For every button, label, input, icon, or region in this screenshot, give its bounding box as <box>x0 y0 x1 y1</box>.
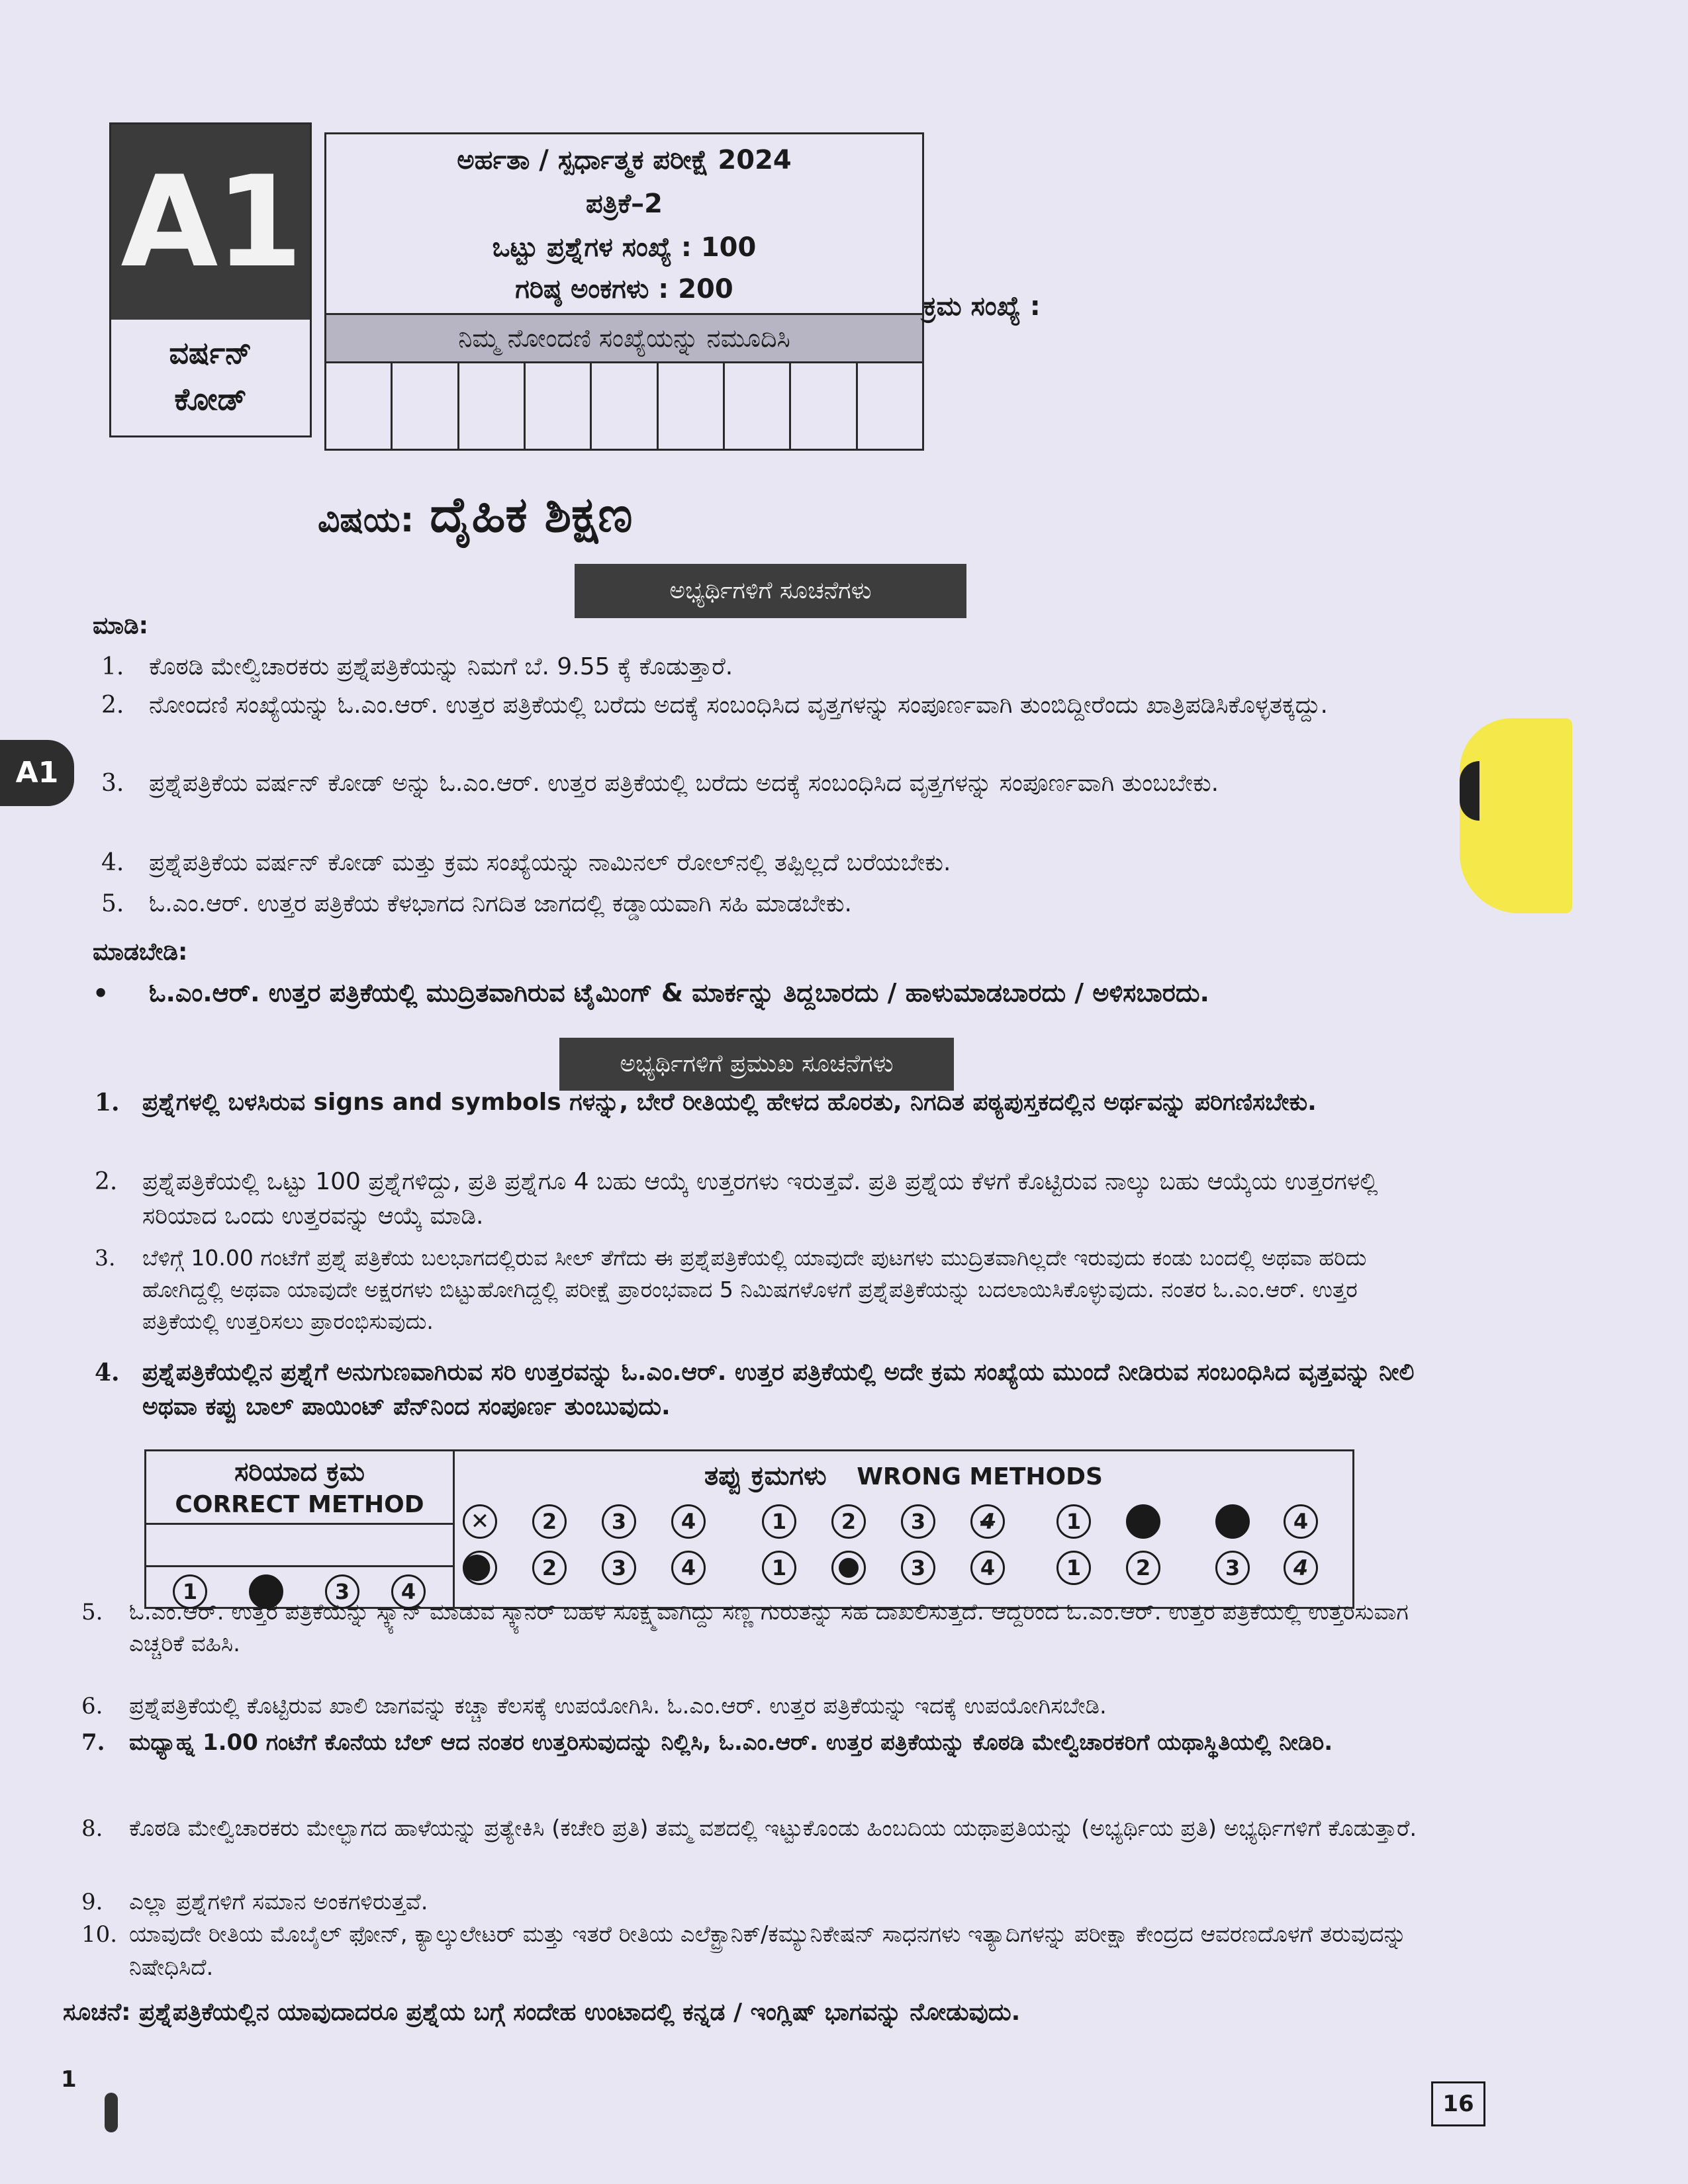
item-number: 2. <box>101 692 124 719</box>
item-number: 4. <box>101 849 124 876</box>
answer-bubble: 3 <box>602 1504 636 1539</box>
item-number: 2. <box>95 1168 118 1195</box>
version-label-line2: ಕೋಡ್ <box>174 381 247 417</box>
main-item: 7. ಮಧ್ಯಾಹ್ನ 1.00 ಗಂಟೆಗೆ ಕೊನೆಯ ಬೆಲ್ ಆದ ನಂತರ ಉತ್ತರಿಸುವುದನ್ನು ನಿಲ್ಲಿಸಿ, ಓ.ಎಂ.ಆರ್. ಉತ್ತರ ಪತ್ರಿಕೆಯನ್ನು ಕೊಠಡಿ ಮೇಲ್ವಿಚಾರಕರಿಗೆ ಯಥಾಸ್ಥಿತಿಯಲ್ಲಿ ನೀಡಿರಿ. <box>129 1726 1440 1759</box>
do-item: 4. ಪ್ರಶ್ನೆಪತ್ರಿಕೆಯ ವರ್ಷನ್ ಕೋಡ್ ಮತ್ತು ಕ್ರಮ ಸಂಖ್ಯೆಯನ್ನು ನಾಮಿನಲ್ ರೋಲ್‌ನಲ್ಲಿ ತಪ್ಪಿಲ್ಲದೆ ಬರೆಯಬೇಕು. <box>149 846 1446 880</box>
do-item: 3. ಪ್ರಶ್ನೆಪತ್ರಿಕೆಯ ವರ್ಷನ್ ಕೋಡ್ ಅನ್ನು ಓ.ಎಂ.ಆರ್. ಉತ್ತರ ಪತ್ರಿಕೆಯಲ್ಲಿ ಬರೆದು ಅದಕ್ಕೆ ಸಂಬಂಧಿಸಿದ ವೃತ್ತಗಳನ್ನು ಸಂಪೂರ್ಣವಾಗಿ ತುಂಬಬೇಕು. <box>149 766 1446 801</box>
exam-info-box <box>324 132 924 451</box>
item-number: 8. <box>81 1815 103 1842</box>
item-number: 9. <box>81 1889 103 1915</box>
answer-bubble: 3 <box>901 1504 935 1539</box>
version-code-box <box>109 122 312 437</box>
answer-bubble: 4 <box>391 1574 426 1609</box>
filled-bubble <box>1126 1504 1160 1539</box>
item-number: 5. <box>81 1599 103 1625</box>
bullet-icon: • <box>93 978 109 1008</box>
answer-bubble: 1 <box>1056 1504 1091 1539</box>
paper-number: ಪತ್ರಿಕೆ–2 <box>586 189 663 219</box>
correct-method-en: CORRECT METHOD <box>175 1491 424 1518</box>
register-number-prompt: ನಿಮ್ಮ ನೋಂದಣಿ ಸಂಖ್ಯೆಯನ್ನು ನಮೂದಿಸಿ <box>326 313 922 363</box>
main-item: 8. ಕೊಠಡಿ ಮೇಲ್ವಿಚಾರಕರು ಮೇಲ್ಭಾಗದ ಹಾಳೆಯನ್ನು ಪ್ರತ್ಯೇಕಿಸಿ (ಕಚೇರಿ ಪ್ರತಿ) ತಮ್ಮ ವಶದಲ್ಲಿ ಇಟ್ಟುಕೊಂಡು ಹಿಂಬದಿಯ ಯಥಾಪ್ರತಿಯನ್ನು (ಅಭ್ಯರ್ಥಿಯ ಪ್ರತಿ) ಅಭ್ಯರ್ಥಿಗಳಿಗೆ ಕೊಡುತ್ತಾರೆ. <box>129 1812 1440 1845</box>
answer-bubble: 2 <box>532 1504 567 1539</box>
answer-bubble: 1 <box>1056 1551 1091 1585</box>
note-line: ಸೂಚನೆ: ಪ್ರಶ್ನೆಪತ್ರಿಕೆಯಲ್ಲಿನ ಯಾವುದಾದರೂ ಪ್ರಶ್ನೆಯ ಬಗ್ಗೆ ಸಂದೇಹ ಉಂಟಾದಲ್ಲಿ ಕನ್ನಡ / ಇಂಗ್ಲಿಷ್ ಭಾಗವನ್ನು ನೋಡುವುದು. <box>63 1999 1021 2026</box>
answer-bubble: 2 <box>831 1504 866 1539</box>
answer-bubble: 4 <box>671 1504 706 1539</box>
answer-bubble: 3 <box>602 1551 636 1585</box>
dont-item: • ಓ.ಎಂ.ಆರ್. ಉತ್ತರ ಪತ್ರಿಕೆಯಲ್ಲಿ ಮುದ್ರಿತವಾಗಿರುವ ಟೈಮಿಂಗ್ & ಮಾರ್ಕನ್ನು ತಿದ್ದಬಾರದು / ಹಾಳುಮಾಡಬಾರದು / ಅಳಿಸಬಾರದು. <box>93 978 1209 1008</box>
dot-marked-bubble <box>831 1551 866 1585</box>
answer-bubble: 2 <box>532 1551 567 1585</box>
answer-bubble: 3 <box>1215 1551 1250 1585</box>
version-code: A1 <box>111 124 310 320</box>
answer-bubble: 1 <box>762 1551 796 1585</box>
item-number: 3. <box>101 770 124 797</box>
main-item: 2. ಪ್ರಶ್ನೆಪತ್ರಿಕೆಯಲ್ಲಿ ಒಟ್ಟು 100 ಪ್ರಶ್ನೆಗಳಿದ್ದು, ಪ್ರತಿ ಪ್ರಶ್ನೆಗೂ 4 ಬಹು ಆಯ್ಕೆ ಉತ್ತರಗಳು ಇರುತ್ತವೆ. ಪ್ರತಿ ಪ್ರಶ್ನೆಯ ಕೆಳಗೆ ಕೊಟ್ಟಿರುವ ನಾಲ್ಕು ಬಹು ಆಯ್ಕೆಯ ಉತ್ತರಗಳಲ್ಲಿ ಸರಿಯಾದ ಒಂದು ಉತ್ತರವನ್ನು ಆಯ್ಕೆ ಮಾಡಿ. <box>142 1165 1440 1234</box>
item-number: 4. <box>95 1359 120 1387</box>
answer-bubble: 2 <box>1126 1551 1160 1585</box>
tick-marked-bubble: 4 <box>1284 1551 1318 1585</box>
register-digit-cell[interactable] <box>791 361 857 449</box>
main-item: 6. ಪ್ರಶ್ನೆಪತ್ರಿಕೆಯಲ್ಲಿ ಕೊಟ್ಟಿರುವ ಖಾಲಿ ಜಾಗವನ್ನು ಕಚ್ಚಾ ಕೆಲಸಕ್ಕೆ ಉಪಯೋಗಿಸಿ. ಓ.ಎಂ.ಆರ್. ಉತ್ತರ ಪತ್ರಿಕೆಯನ್ನು ಇದಕ್ಕೆ ಉಪಯೋಗಿಸಬೇಡಿ. <box>129 1689 1440 1723</box>
table-divider <box>146 1565 453 1567</box>
do-item: 5. ಓ.ಎಂ.ಆರ್. ಉತ್ತರ ಪತ್ರಿಕೆಯ ಕೆಳಭಾಗದ ನಿಗದಿತ ಜಾಗದಲ್ಲಿ ಕಡ್ಡಾಯವಾಗಿ ಸಹಿ ಮಾಡಬೇಕು. <box>149 887 1446 921</box>
register-digit-cell[interactable] <box>459 361 526 449</box>
item-number: 10. <box>81 1921 118 1948</box>
instructions-banner: ಅಭ್ಯರ್ಥಿಗಳಿಗೆ ಸೂಚನೆಗಳು <box>575 564 966 618</box>
scan-mark <box>105 2093 118 2132</box>
page-number: 1 <box>61 2066 77 2093</box>
main-item: 4. ಪ್ರಶ್ನೆಪತ್ರಿಕೆಯಲ್ಲಿನ ಪ್ರಶ್ನೆಗೆ ಅನುಗುಣವಾಗಿರುವ ಸರಿ ಉತ್ತರವನ್ನು ಓ.ಎಂ.ಆರ್. ಉತ್ತರ ಪತ್ರಿಕೆಯಲ್ಲಿ ಅದೇ ಕ್ರಮ ಸಂಖ್ಯೆಯ ಮುಂದೆ ನೀಡಿರುವ ಸಂಬಂಧಿಸಿದ ವೃತ್ತವನ್ನು ನೀಲಿ ಅಥವಾ ಕಪ್ಪು ಬಾಲ್ ಪಾಯಿಂಟ್ ಪೆನ್‌ನಿಂದ ಸಂಪೂರ್ಣ ತುಂಬುವುದು. <box>142 1355 1440 1424</box>
main-item: 10. ಯಾವುದೇ ರೀತಿಯ ಮೊಬೈಲ್ ಫೋನ್, ಕ್ಯಾಲ್ಕುಲೇಟರ್ ಮತ್ತು ಇತರೆ ರೀತಿಯ ಎಲೆಕ್ಟ್ರಾನಿಕ್/ಕಮ್ಯುನಿಕೇಷನ್ ಸಾಧನಗಳು ಇತ್ಯಾದಿಗಳನ್ನು ಪರೀಕ್ಷಾ ಕೇಂದ್ರದ ಆವರಣದೊಳಗೆ ತರುವುದನ್ನು ನಿಷೇಧಿಸಿದೆ. <box>129 1918 1440 1984</box>
item-number: 1. <box>95 1089 120 1116</box>
main-item: 9. ಎಲ್ಲಾ ಪ್ರಶ್ನೆಗಳಿಗೆ ಸಮಾನ ಅಂಕಗಳಿರುತ್ತವೆ. <box>129 1885 1440 1919</box>
exam-title: ಅರ್ಹತಾ / ಸ್ಪರ್ಧಾತ್ಮಕ ಪರೀಕ್ಷೆ 2024 <box>457 145 792 175</box>
main-instructions-banner: ಅಭ್ಯರ್ಥಿಗಳಿಗೆ ಪ್ರಮುಖ ಸೂಚನೆಗಳು <box>559 1038 954 1091</box>
version-label-line1: ವರ್ಷನ್ <box>169 335 252 371</box>
answer-bubble: 4 <box>970 1551 1005 1585</box>
subject-name: ದೈಹಿಕ ಶಿಕ್ಷಣ <box>430 486 633 543</box>
method-table <box>144 1449 1354 1609</box>
main-item: 5. ಓ.ಎಂ.ಆರ್. ಉತ್ತರ ಪತ್ರಿಕೆಯನ್ನು ಸ್ಕ್ಯಾನ್ ಮಾಡುವ ಸ್ಕ್ಯಾನರ್ ಬಹಳ ಸೂಕ್ಷ್ಮವಾಗಿದ್ದು ಸಣ್ಣ ಗುರುತನ್ನು ಸಹ ದಾಖಲಿಸುತ್ತದೆ. ಆದ್ದರಿಂದ ಓ.ಎಂ.ಆರ್. ಉತ್ತರ ಪತ್ರಿಕೆಯಲ್ಲಿ ಉತ್ತರಿಸುವಾಗ ಎಚ್ಚರಿಕೆ ವಹಿಸಿ. <box>129 1596 1440 1660</box>
correct-method-kn: ಸರಿಯಾದ ಕ್ರಮ <box>234 1457 365 1487</box>
answer-bubble: 1 <box>173 1574 207 1609</box>
do-heading: ಮಾಡಿ: <box>93 612 149 639</box>
register-digit-cell[interactable] <box>393 361 459 449</box>
main-item: 1. ಪ್ರಶ್ನೆಗಳಲ್ಲಿ ಬಳಸಿರುವ signs and symbols ಗಳನ್ನು, ಬೇರೆ ರೀತಿಯಲ್ಲಿ ಹೇಳದ ಹೊರತು, ನಿಗದಿತ ಪಠ್ಯಪುಸ್ತಕದಲ್ಲಿನ ಅರ್ಥವನ್ನು ಪರಿಗಣಿಸಬೇಕು. <box>142 1085 1440 1120</box>
do-item: 2. ನೋಂದಣಿ ಸಂಖ್ಯೆಯನ್ನು ಓ.ಎಂ.ಆರ್. ಉತ್ತರ ಪತ್ರಿಕೆಯಲ್ಲಿ ಬರೆದು ಅದಕ್ಕೆ ಸಂಬಂಧಿಸಿದ ವೃತ್ತಗಳನ್ನು ಸಂಪೂರ್ಣವಾಗಿ ತುಂಬಿದ್ದೀರೆಂದು ಖಾತ್ರಿಪಡಿಸಿಕೊಳ್ಳತಕ್ಕದ್ದು. <box>149 688 1446 723</box>
wrong-methods-header <box>455 1461 1352 1491</box>
table-divider <box>146 1523 453 1525</box>
register-digit-cell[interactable] <box>659 361 725 449</box>
register-number-cells[interactable] <box>326 361 922 449</box>
subject-line <box>318 486 633 544</box>
do-item: 1. ಕೊಠಡಿ ಮೇಲ್ವಿಚಾರಕರು ಪ್ರಶ್ನೆಪತ್ರಿಕೆಯನ್ನು ನಿಮಗೆ ಬೆ. 9.55 ಕ್ಕೆ ಕೊಡುತ್ತಾರೆ. <box>149 650 1446 684</box>
answer-bubble: 4 <box>671 1551 706 1585</box>
max-marks: ಗರಿಷ್ಠ ಅಂಕಗಳು : 200 <box>515 274 733 304</box>
register-digit-cell[interactable] <box>326 361 393 449</box>
main-item: 3. ಬೆಳಿಗ್ಗೆ 10.00 ಗಂಟೆಗೆ ಪ್ರಶ್ನೆ ಪತ್ರಿಕೆಯ ಬಲಭಾಗದಲ್ಲಿರುವ ಸೀಲ್ ತೆಗೆದು ಈ ಪ್ರಶ್ನೆಪತ್ರಿಕೆಯಲ್ಲಿ ಯಾವುದೇ ಪುಟಗಳು ಮುದ್ರಿತವಾಗಿಲ್ಲದೇ ಇರುವುದು ಕಂಡು ಬಂದಲ್ಲಿ ಅಥವಾ ಹರಿದು ಹೋಗಿದ್ದಲ್ಲಿ ಅಥವಾ ಯಾವುದೇ ಅಕ್ಷರಗಳು ಬಿಟ್ಟುಹೋಗಿದ್ದಲ್ಲಿ ಪರೀಕ್ಷೆ ಪ್ರಾರಂಭವಾದ 5 ನಿಮಿಷಗಳೊಳಗೆ ಪ್ರಶ್ನೆಪತ್ರಿಕೆಯನ್ನು ಬದಲಾಯಿಸಿಕೊಳ್ಳುವುದು. ನಂತರ ಓ.ಎಂ.ಆರ್. ಉತ್ತರ ಪತ್ರಿಕೆಯಲ್ಲಿ ಉತ್ತರಿಸಲು ಪ್ರಾರಂಭಿಸುವುದು. <box>142 1242 1440 1338</box>
item-number: 1. <box>101 653 124 680</box>
answer-bubble: 3 <box>901 1551 935 1585</box>
register-digit-cell[interactable] <box>526 361 592 449</box>
filled-bubble <box>1215 1504 1250 1539</box>
crossed-bubble: ✕ <box>463 1504 497 1539</box>
page-box-number: 16 <box>1431 2081 1485 2126</box>
partially-filled-bubble <box>463 1551 497 1585</box>
register-digit-cell[interactable] <box>858 361 922 449</box>
exam-info-lines <box>326 138 922 309</box>
subject-label: ವಿಷಯ: <box>318 500 414 540</box>
seal-sticker-edge <box>1460 761 1479 821</box>
item-number: 6. <box>81 1693 103 1719</box>
answer-bubble: 3 <box>325 1574 359 1609</box>
item-number: 3. <box>95 1245 116 1271</box>
version-code-label <box>111 330 310 422</box>
serial-number-label: ಕ್ರಮ ಸಂಖ್ಯೆ : <box>923 291 1041 322</box>
answer-bubble: 1 <box>762 1504 796 1539</box>
item-number: 7. <box>81 1729 105 1756</box>
dont-heading: ಮಾಡಬೇಡಿ: <box>93 938 188 966</box>
wrong-methods-en: WRONG METHODS <box>857 1463 1103 1490</box>
answer-bubble: 4 <box>1284 1504 1318 1539</box>
register-digit-cell[interactable] <box>592 361 658 449</box>
side-version-tab: A1 <box>0 740 74 806</box>
total-questions: ಒಟ್ಟು ಪ್ರಶ್ನೆಗಳ ಸಂಖ್ಯೆ : 100 <box>492 232 757 263</box>
register-digit-cell[interactable] <box>725 361 791 449</box>
scribbled-bubble: 4 <box>970 1504 1005 1539</box>
item-number: 5. <box>101 890 124 917</box>
wrong-methods-kn: ತಪ್ಪು ಕ್ರಮಗಳು <box>704 1461 827 1491</box>
